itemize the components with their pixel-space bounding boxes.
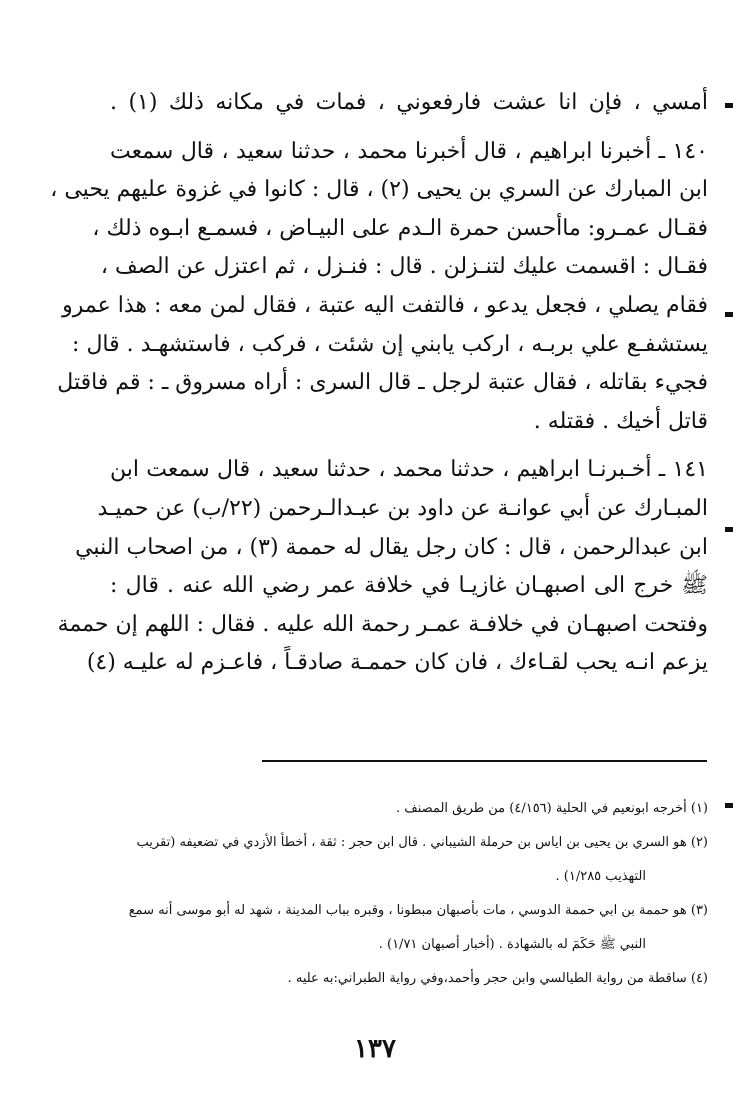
main-text [50,84,708,683]
footnotes [116,792,708,996]
footnote: (٤) ساقطة من رواية الطيالسي وابن حجر وأحمد،وفي رواية الطبراني:به عليه . [287,971,708,986]
margin-mark [725,103,733,108]
footnote-continuation: النبي ﷺ حَكَمَ له بالشهادة . (أخبار أصبهان ١/٧١) . [378,937,646,952]
margin-mark [725,527,733,532]
text-line: وفتحت اصبهـان في خلافـة عمـر رحمة الله عليه . فقال : اللهم إن حممة [57,611,708,637]
text-line: قاتل أخيك . فقتله . [533,408,708,434]
text-line: يستشفـع علي بربـه ، اركب يابني إن شئت ، فركب ، فاستشهـد . قال : [72,331,708,357]
text-line: فقـال عمـرو: ماأحسن حمرة الـدم على البيـاض ، فسمـع ابـوه ذلك ، [92,215,708,241]
text-line: فجيء بقاتله ، فقال عتبة لرجل ـ قال السرى : أراه مسروق ـ : قم فاقتل [57,370,708,396]
footnote-continuation: التهذيب ١/٢٨٥) . [555,869,646,884]
text-line: يزعم انـه يحب لقـاءك ، فان كان حممـة صادقـاً ، فاعـزم له عليـه (٤) [86,650,708,676]
paragraph-gap [110,123,708,133]
paragraph-gap [110,441,708,451]
footnote: (١) أخرجه ابونعيم في الحلية (٤/١٥٦) من طريق المصنف . [396,801,708,816]
text-line: ١٤٠ ـ أخبرنا ابراهيم ، قال أخبرنا محمد ، حدثنا سعيد ، قال سمعت [110,138,708,164]
margin-mark [725,312,733,317]
footnote-separator [262,760,707,762]
text-line: فقـال : اقسمت عليك لتنـزلن . قال : فنـزل ، ثم اعتزل عن الصف ، [100,254,708,280]
footnote: (٢) هو السري بن يحيى بن اياس بن حرملة الشيباني . قال ابن حجر : ثقة ، أخطأ الأزدي في تضعيفه (تقريب [136,835,708,850]
page-number: ١٣٧ [354,1034,396,1064]
text-line: المبـارك عن أبي عوانـة عن داود بن عبـدالـرحمن (٢٢/ب) عن حميـد [97,495,708,521]
margin-mark [725,803,733,808]
text-line: أمسي ، فإن انا عشت فارفعوني ، فمات في مكانه ذلك (١) . [110,90,708,115]
text-line: فقام يصلي ، فجعل يدعو ، فالتفت اليه عتبة ، فقال لمن معه : هذا عمرو [62,292,708,318]
text-line: ﷺ خرج الى اصبهـان غازيـا في خلافة عمر رضي الله عنه . قال : [110,573,708,599]
text-line: ابن عبدالرحمن ، قال : كان رجل يقال له حممة (٣) ، من اصحاب النبي [75,534,708,560]
footnote: (٣) هو حممة بن ابي حممة الدوسي ، مات بأصبهان مبطونا ، وقبره بباب المدينة ، شهد له أبو موسى أنه سمع [128,903,708,918]
text-line: ابن المبارك عن السري بن يحيى (٢) ، قال : كانوا في غزوة عليهم يحيى ، [50,177,708,203]
text-line: ١٤١ ـ أخـبرنـا ابراهيم ، حدثنا محمد ، حدثنا سعيد ، قال سمعت ابن [110,457,708,483]
